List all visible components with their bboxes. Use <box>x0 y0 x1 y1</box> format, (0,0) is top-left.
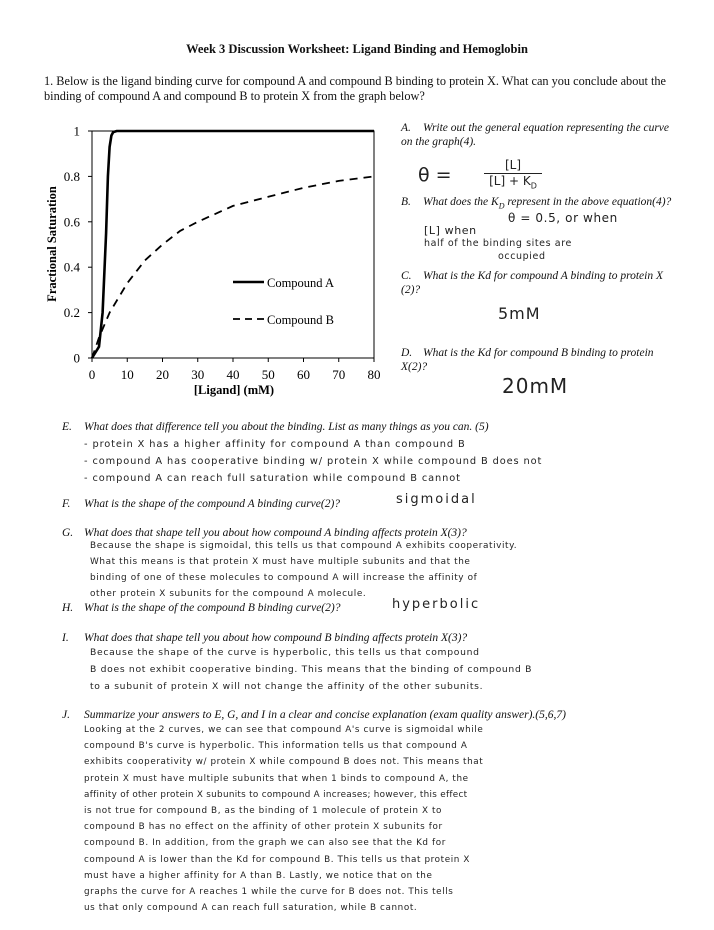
answer-d: 20mM <box>502 374 569 398</box>
answer-a-denominator: [L] + K <box>489 174 531 188</box>
answer-g-line: What this means is that protein X must have multiple subunits and that the <box>90 557 471 567</box>
answer-b-line-1: θ = 0.5, or when <box>508 211 618 225</box>
answer-g-line: binding of one of these molecules to compound A will increase the affinity of <box>90 573 478 583</box>
question-g-label: G. <box>62 527 74 539</box>
question-i-label: I. <box>62 632 69 644</box>
answer-i-line: to a subunit of protein X will not change the affinity of the other subunits. <box>90 681 484 692</box>
answer-g-line: Because the shape is sigmoidal, this tells us that compound A exhibits cooperativity. <box>90 541 518 551</box>
question-j <box>62 708 702 722</box>
answer-a-numerator: [L] <box>484 158 542 174</box>
question-j-text: Summarize your answers to E, G, and I in a clear and concise explanation (exam quality answer).(5,6,7) <box>84 709 566 721</box>
question-e-text: What does that difference tell you about the binding. List as many things as you can. (5) <box>84 421 489 433</box>
question-a-text: Write out the general equation representing the curve on the graph(4). <box>401 122 670 148</box>
answer-g-line: other protein X subunits for the compound A molecule. <box>90 589 367 599</box>
chart-legend <box>233 276 334 327</box>
question-b-text-pre: What does the K <box>423 196 499 208</box>
x-tick-label: 0 <box>88 367 96 382</box>
answer-j-line: graphs the curve for A reaches 1 while the curve for B does not. This tells <box>84 887 454 898</box>
question-g-text: What does that shape tell you about how compound A binding affects protein X(3)? <box>84 527 467 539</box>
answer-j-line: compound B has no effect on the affinity of other protein X subunits for <box>84 822 443 833</box>
question-b-text-sub: D <box>498 201 505 211</box>
compound-b-curve <box>92 176 374 358</box>
answer-j-line: exhibits cooperativity w/ protein X while compound B does not. This means that <box>84 757 484 768</box>
question-d-label: D. <box>401 347 413 359</box>
x-tick-label: 60 <box>297 367 310 382</box>
binding-curve-chart <box>40 118 392 402</box>
answer-h: hyperbolic <box>392 597 481 612</box>
answer-j-line: us that only compound A can reach full saturation, while B cannot. <box>84 903 418 914</box>
answer-b-line-3: half of the binding sites are <box>424 238 572 249</box>
question-e <box>62 420 682 434</box>
answer-e-line: - compound A has cooperative binding w/ protein X while compound B does not <box>84 456 543 467</box>
answer-j <box>84 722 483 916</box>
x-tick-label: 80 <box>367 367 381 382</box>
answer-c: 5mM <box>498 304 541 323</box>
answer-j-line: protein X must have multiple subunits that when 1 binds to compound A, the <box>84 773 469 784</box>
question-d-text: What is the Kd for compound B binding to protein X(2)? <box>401 347 654 373</box>
question-c-text: What is the Kd for compound A binding to protein X (2)? <box>401 270 664 296</box>
answer-j-line: compound B's curve is hyperbolic. This information tells us that compound A <box>84 741 468 752</box>
intro-paragraph: 1. Below is the ligand binding curve for compound A and compound B binding to protein X. What can you conclude about the binding of compound A and compound B to protein X from the graph below? <box>44 74 667 103</box>
question-i-text: What does that shape tell you about how compound B binding affects protein X(3)? <box>84 632 468 644</box>
question-h-label: H. <box>62 602 74 614</box>
question-b-label: B. <box>401 196 411 208</box>
x-tick-label: 30 <box>191 367 205 382</box>
question-h-text: What is the shape of the compound B binding curve(2)? <box>84 602 341 614</box>
legend-label-b: Compound B <box>267 313 335 327</box>
answer-e <box>84 436 542 487</box>
question-j-label: J. <box>62 709 70 721</box>
question-c-label: C. <box>401 270 412 282</box>
y-tick-label: 0.6 <box>63 214 80 230</box>
y-tick-label: 0.4 <box>63 259 80 275</box>
y-tick-label: 0.8 <box>63 168 80 184</box>
x-tick-label: 70 <box>332 367 346 382</box>
question-f-text: What is the shape of the compound A binding curve(2)? <box>84 498 341 510</box>
question-i <box>62 631 682 645</box>
answer-j-line: Looking at the 2 curves, we can see that compound A's curve is sigmoidal while <box>84 725 484 735</box>
answer-e-line: - compound A can reach full saturation while compound B cannot <box>84 473 461 484</box>
x-tick-label: 50 <box>261 367 275 382</box>
answer-j-line: affinity of other protein X subunits to compound A increases; however, this effect <box>84 789 468 800</box>
y-axis-label: Fractional Saturation <box>45 186 59 302</box>
answer-a-denominator-sub: D <box>530 181 537 191</box>
y-tick-label: 1 <box>73 123 80 139</box>
answer-b-line-4: occupied <box>498 251 546 262</box>
y-tick-label: 0 <box>73 350 80 366</box>
question-d <box>401 346 681 374</box>
answer-i-line: Because the shape of the curve is hyperbolic, this tells us that compound <box>90 647 480 658</box>
question-c <box>401 269 681 297</box>
question-a-label: A. <box>401 122 411 134</box>
question-b-text-post: represent in the above equation(4)? <box>504 196 672 208</box>
answer-j-line: compound A is lower than the Kd for compound B. This tells us that protein X <box>84 854 470 865</box>
x-axis-label: [Ligand] (mM) <box>193 383 275 397</box>
x-tick-label: 10 <box>120 367 134 382</box>
y-tick-label: 0.2 <box>63 305 80 321</box>
answer-j-line: compound B. In addition, from the graph we can also see that the Kd for <box>84 838 446 849</box>
legend-label-a: Compound A <box>267 276 335 290</box>
answer-a-lhs: θ = <box>418 164 452 186</box>
answer-i-line: B does not exhibit cooperative binding. This means that the binding of compound B <box>90 664 533 675</box>
x-tick-label: 20 <box>156 367 169 382</box>
question-f <box>62 497 392 511</box>
x-tick-label: 40 <box>226 367 240 382</box>
answer-b-line-2: [L] when <box>424 224 477 237</box>
answer-j-line: must have a higher affinity for A than B. Lastly, we notice that on the <box>84 870 433 881</box>
answer-g <box>90 538 517 602</box>
question-a <box>401 121 681 149</box>
answer-e-line: - protein X has a higher affinity for compound A than compound B <box>84 439 466 450</box>
answer-j-line: is not true for compound B, as the binding of 1 molecule of protein X to <box>84 806 443 817</box>
question-e-label: E. <box>62 421 72 433</box>
answer-i <box>90 644 532 695</box>
worksheet-title: Week 3 Discussion Worksheet: Ligand Binding and Hemoglobin <box>186 42 528 56</box>
answer-f: sigmoidal <box>396 492 477 507</box>
question-f-label: F. <box>62 498 71 510</box>
question-h <box>62 601 392 615</box>
